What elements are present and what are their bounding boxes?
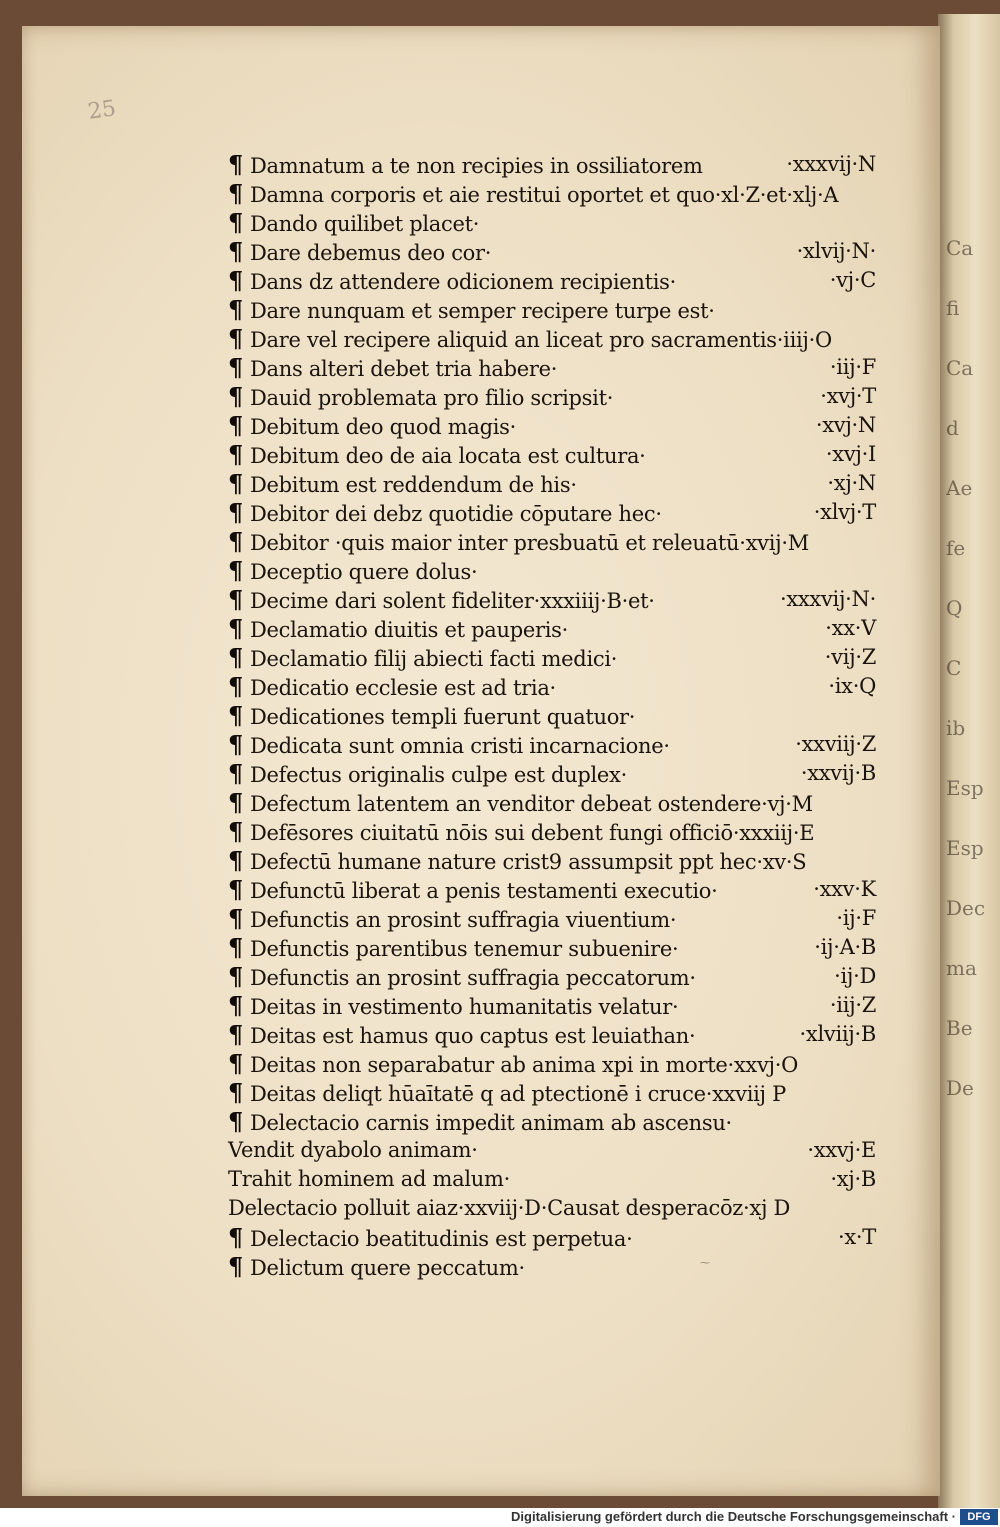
next-page-fragment: Q [946, 596, 963, 620]
pilcrow-icon: ¶ [228, 846, 243, 875]
index-entry [228, 179, 876, 208]
pilcrow-icon: ¶ [228, 1223, 243, 1252]
next-page-fragment: ib [946, 716, 966, 740]
entry-text: Debitum est reddendum de his· [250, 473, 577, 497]
index-entry [228, 1194, 876, 1223]
pilcrow-icon: ¶ [228, 701, 243, 730]
entry-reference: ·xlviij·B [799, 1022, 876, 1046]
pilcrow-icon: ¶ [228, 324, 243, 353]
entry-text: Defunctis an prosint suffragia viuentium· [250, 908, 677, 932]
index-entry [228, 440, 876, 469]
next-page-fragment: Esp [946, 836, 984, 860]
next-page-fragment: Esp [946, 776, 984, 800]
entry-text: Dando quilibet placet· [250, 212, 480, 236]
pilcrow-icon: ¶ [228, 208, 243, 237]
next-page-fragment: Dec [946, 896, 986, 920]
index-entry [228, 904, 876, 933]
pilcrow-icon: ¶ [228, 382, 243, 411]
index-entry [228, 208, 876, 237]
entry-text: Vendit dyabolo animam· [228, 1138, 478, 1162]
entry-text: Dedicatio ecclesie est ad tria· [250, 676, 556, 700]
index-entry [228, 788, 876, 817]
entry-reference: ·xxxvij·N· [779, 587, 876, 611]
entry-reference: ·xj·N [827, 471, 876, 495]
entry-text: Dare vel recipere aliquid an liceat pro sacramentis·iiij·O [250, 328, 832, 352]
next-page-fragment: Ca [946, 236, 974, 260]
index-entry [228, 237, 876, 266]
next-page-fragment: Be [946, 1016, 973, 1040]
pilcrow-icon: ¶ [228, 730, 243, 759]
entry-text: Damnatum a te non recipies in ossiliatorem [250, 154, 703, 178]
pilcrow-icon: ¶ [228, 150, 243, 179]
entry-text: Delectacio polluit aiaz·xxviij·D·Causat desperacōz·xj D [228, 1196, 791, 1220]
index-entry [228, 527, 876, 556]
entry-text: Deceptio quere dolus· [250, 560, 478, 584]
entry-text: Dedicationes templi fuerunt quatuor· [250, 705, 636, 729]
pilcrow-icon: ¶ [228, 469, 243, 498]
entry-text: Debitor ·quis maior inter presbuatū et releuatū·xvij·M [250, 531, 809, 555]
index-entry [228, 324, 876, 353]
next-page-fragment: ma [946, 956, 977, 980]
pilcrow-icon: ¶ [228, 672, 243, 701]
index-entry [228, 1223, 876, 1252]
index-entry [228, 962, 876, 991]
index-entry [228, 759, 876, 788]
index-entry [228, 1020, 876, 1049]
pilcrow-icon: ¶ [228, 1252, 243, 1281]
entry-text: Defunctū liberat a penis testamenti executio· [250, 879, 718, 903]
pilcrow-icon: ¶ [228, 1020, 243, 1049]
entry-text: Debitor dei debz quotidie cōputare hec· [250, 502, 662, 526]
index-entry [228, 498, 876, 527]
pilcrow-icon: ¶ [228, 962, 243, 991]
index-entry [228, 846, 876, 875]
pencil-mark: 25 [86, 96, 118, 125]
next-page-fragment: fi [946, 296, 960, 320]
entry-text: Dans alteri debet tria habere· [250, 357, 558, 381]
entry-text: Dare debemus deo cor· [250, 241, 492, 265]
entry-reference: ·xxvj·E [807, 1138, 876, 1162]
next-page-fragment: d [946, 416, 959, 440]
entry-text: Defectū humane nature crist9 assumpsit ppt hec·xv·S [250, 850, 807, 874]
index-entry [228, 556, 876, 585]
entry-reference: ·xxviij·Z [795, 732, 876, 756]
next-page-fragment: fe [946, 536, 966, 560]
pilcrow-icon: ¶ [228, 556, 243, 585]
next-page-fragment: Ca [946, 356, 974, 380]
index-entry [228, 353, 876, 382]
entry-reference: ·xxvij·B [800, 761, 876, 785]
entry-reference: ·xlvj·T [813, 500, 876, 524]
index-entry [228, 382, 876, 411]
entry-text: Trahit hominem ad malum· [228, 1167, 510, 1191]
pilcrow-icon: ¶ [228, 237, 243, 266]
next-page-fragment: De [946, 1076, 974, 1100]
entry-text: Deitas non separabatur ab anima xpi in morte·xxvj·O [250, 1053, 799, 1077]
pilcrow-icon: ¶ [228, 904, 243, 933]
entry-text: Dare nunquam et semper recipere turpe est· [250, 299, 715, 323]
pilcrow-icon: ¶ [228, 614, 243, 643]
index-entry [228, 266, 876, 295]
entry-reference: ·iij·F [829, 355, 876, 379]
entry-text: Defectus originalis culpe est duplex· [250, 763, 627, 787]
pilcrow-icon: ¶ [228, 991, 243, 1020]
pilcrow-icon: ¶ [228, 498, 243, 527]
entry-text: Defunctis an prosint suffragia peccatorum· [250, 966, 696, 990]
entry-text: Deitas in vestimento humanitatis velatur· [250, 995, 679, 1019]
pilcrow-icon: ¶ [228, 875, 243, 904]
entry-text: Dauid problemata pro filio scripsit· [250, 386, 614, 410]
index-entry [228, 672, 876, 701]
index-entry [228, 614, 876, 643]
next-page-edge [938, 14, 1000, 1508]
entry-reference: ·iij·Z [829, 993, 876, 1017]
index-entry [228, 701, 876, 730]
pilcrow-icon: ¶ [228, 1078, 243, 1107]
index-entry [228, 150, 876, 179]
entry-reference: ·ij·D [834, 964, 876, 988]
entry-reference: ·xxv·K [813, 877, 876, 901]
next-page-fragment: Ae [946, 476, 973, 500]
entry-reference: ·vij·Z [824, 645, 876, 669]
entry-text: Dedicata sunt omnia cristi incarnacione· [250, 734, 670, 758]
index-entry [228, 875, 876, 904]
funding-credit: Digitalisierung gefördert durch die Deutsche Forschungsgemeinschaft · [511, 1509, 956, 1524]
footer-bar [0, 1508, 1000, 1527]
index-entry [228, 1165, 876, 1194]
pilcrow-icon: ¶ [228, 353, 243, 382]
index-entry [228, 1049, 876, 1078]
index-entry [228, 643, 876, 672]
index-entries [228, 150, 876, 1281]
pilcrow-icon: ¶ [228, 1107, 243, 1136]
entry-text: Declamatio diuitis et pauperis· [250, 618, 568, 642]
pilcrow-icon: ¶ [228, 759, 243, 788]
entry-text: Delectacio carnis impedit animam ab ascensu· [250, 1111, 732, 1135]
entry-reference: ·ix·Q [828, 674, 876, 698]
entry-reference: ·ij·F [836, 906, 876, 930]
entry-text: Debitum deo quod magis· [250, 415, 517, 439]
entry-reference: ·xx·V [825, 616, 876, 640]
ink-mark: ⁓ [700, 1258, 710, 1269]
entry-text: Declamatio filij abiecti facti medici· [250, 647, 618, 671]
entry-text: Deitas deliqt hūaītatē q ad ptectionē i cruce·xxviij P [250, 1082, 786, 1106]
entry-text: Delectacio beatitudinis est perpetua· [250, 1227, 633, 1251]
entry-reference: ·xlvij·N· [796, 239, 876, 263]
entry-text: Defunctis parentibus tenemur subuenire· [250, 937, 679, 961]
entry-reference: ·vj·C [829, 268, 876, 292]
index-entry [228, 933, 876, 962]
index-entry [228, 817, 876, 846]
entry-text: Damna corporis et aie restitui oportet et quo·xl·Z·et·xlj·A [250, 183, 839, 207]
next-page-text [946, 234, 1000, 1234]
entry-text: Debitum deo de aia locata est cultura· [250, 444, 646, 468]
entry-reference: ·xj·B [830, 1167, 876, 1191]
entry-text: Deitas est hamus quo captus est leuiathan· [250, 1024, 696, 1048]
index-entry [228, 411, 876, 440]
entry-text: Dans dz attendere odicionem recipientis· [250, 270, 677, 294]
dfg-logo: DFG [960, 1509, 998, 1525]
index-entry [228, 295, 876, 324]
pilcrow-icon: ¶ [228, 817, 243, 846]
entry-reference: ·xvj·T [820, 384, 876, 408]
pilcrow-icon: ¶ [228, 440, 243, 469]
index-entry [228, 991, 876, 1020]
pilcrow-icon: ¶ [228, 1049, 243, 1078]
entry-text: Delictum quere peccatum· [250, 1256, 525, 1280]
index-entry [228, 1252, 876, 1281]
entry-reference: ·xvj·N [815, 413, 876, 437]
pilcrow-icon: ¶ [228, 266, 243, 295]
entry-reference: ·x·T [837, 1225, 876, 1249]
index-entry [228, 730, 876, 759]
next-page-fragment: C [946, 656, 962, 680]
index-entry [228, 469, 876, 498]
pilcrow-icon: ¶ [228, 643, 243, 672]
pilcrow-icon: ¶ [228, 585, 243, 614]
index-entry [228, 1078, 876, 1107]
pilcrow-icon: ¶ [228, 411, 243, 440]
pilcrow-icon: ¶ [228, 933, 243, 962]
index-entry [228, 1107, 876, 1136]
pilcrow-icon: ¶ [228, 788, 243, 817]
pilcrow-icon: ¶ [228, 295, 243, 324]
entry-reference: ·xxxvij·N [786, 152, 876, 176]
entry-reference: ·ij·A·B [814, 935, 876, 959]
pilcrow-icon: ¶ [228, 179, 243, 208]
entry-text: Defectum latentem an venditor debeat ostendere·vj·M [250, 792, 813, 816]
entry-text: Decime dari solent fideliter·xxxiiij·B·et· [250, 589, 655, 613]
index-entry [228, 585, 876, 614]
index-entry [228, 1136, 876, 1165]
pilcrow-icon: ¶ [228, 527, 243, 556]
entry-reference: ·xvj·I [825, 442, 876, 466]
entry-text: Defēsores ciuitatū nōis sui debent fungi officiō·xxxiij·E [250, 821, 815, 845]
